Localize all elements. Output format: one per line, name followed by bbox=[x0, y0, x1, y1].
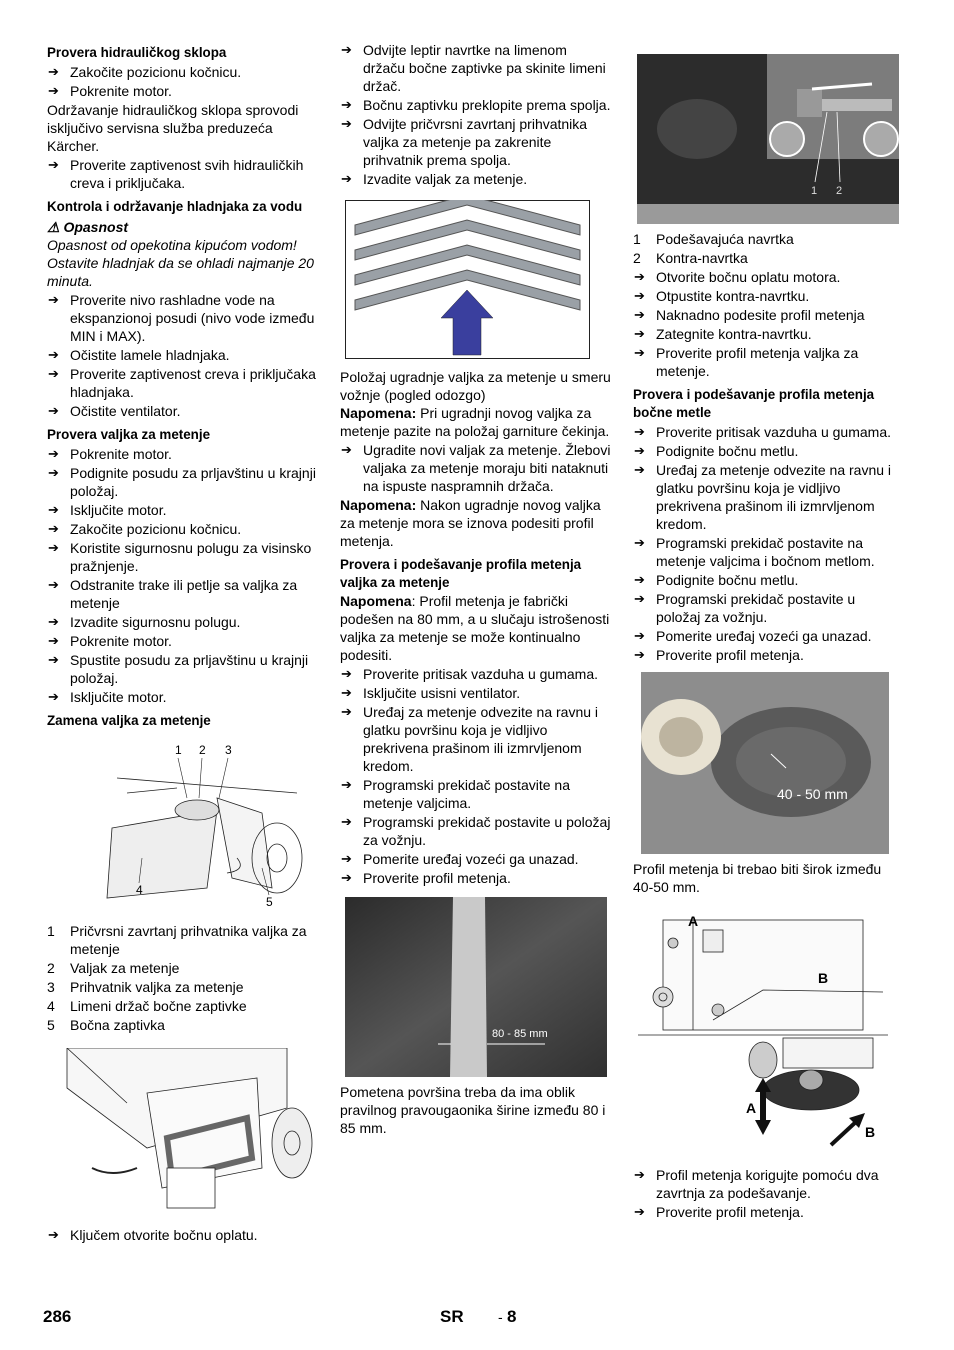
callout-label: A bbox=[688, 913, 699, 929]
section-title: Kontrola i održavanje hladnjaka za vodu bbox=[47, 199, 303, 214]
step: ➔ Zakočite pozicionu kočnicu. bbox=[47, 520, 323, 538]
figure-side-brush-photo bbox=[633, 672, 903, 854]
step: ➔ Otpustite kontra-navrtku. bbox=[633, 287, 903, 305]
step: ➔ Pokrenite motor. bbox=[47, 445, 323, 463]
paragraph: Održavanje hidrauličkog sklopa sprovodi isključivo servisna služba preduzeća Kärcher. bbox=[47, 102, 299, 154]
step: ➔ Bočnu zaptivku preklopite prema spolja. bbox=[340, 96, 612, 114]
language-code: SR bbox=[440, 1307, 464, 1326]
adjusting-nut-photo bbox=[637, 54, 899, 224]
section-title: Provera valjka za metenje bbox=[47, 427, 211, 442]
section-title: Provera i podešavanje profila metenja bočne metle bbox=[633, 387, 875, 420]
note: Napomena: Pri ugradnji novog valjka za metenje pazite na položaj garniture čekinja. bbox=[340, 405, 610, 439]
step: ➔ Programski prekidač postavite u položaj za vožnju. bbox=[633, 590, 903, 626]
callout-label: 3 bbox=[225, 743, 232, 757]
step: ➔ Proverite pritisak vazduha u gumama. bbox=[340, 665, 612, 683]
side-panel-drawing bbox=[47, 1048, 315, 1216]
callout-label: A bbox=[746, 1100, 757, 1116]
step: ➔ Proverite zaptivenost creva i priključaka hladnjaka. bbox=[47, 365, 323, 401]
callout-label: 1 bbox=[811, 185, 818, 197]
section-title: Provera hidrauličkog sklopa bbox=[47, 45, 227, 60]
width-label: 80 - 85 mm bbox=[492, 1028, 548, 1040]
legend-item: 1 Podešavajuća navrtka bbox=[633, 231, 794, 247]
section-title: Zamena valjka za metenje bbox=[47, 713, 211, 728]
step: ➔ Proverite profil metenja valjka za metenje. bbox=[633, 344, 903, 380]
column-2 bbox=[340, 44, 612, 1137]
step: ➔ Uređaj za metenje odvezite na ravnu i glatku površinu koja je vidljivo prekrivena prašinom ili izmrvljenom kredom. bbox=[340, 703, 612, 775]
note: Napomena: Profil metenja je fabrički podešen na 80 mm, a u slučaju istrošenosti valjka za metenje se može kontinualno podesiti. bbox=[340, 593, 610, 663]
step: ➔ Proverite profil metenja. bbox=[633, 1203, 903, 1221]
legend-item: 5 Bočna zaptivka bbox=[47, 1017, 165, 1033]
step: ➔ Spustite posudu za prljavštinu u krajnji položaj. bbox=[47, 651, 323, 687]
legend-item: 2 Valjak za metenje bbox=[47, 960, 180, 976]
legend-item: 2 Kontra-navrtka bbox=[633, 250, 748, 266]
sweep-pattern-photo bbox=[345, 897, 607, 1077]
step: ➔ Programski prekidač postavite na metenje valjcima. bbox=[340, 776, 612, 812]
column-1 bbox=[47, 44, 323, 1245]
side-brush-pattern-photo bbox=[641, 672, 889, 854]
column-3 bbox=[633, 44, 903, 1222]
step: ➔ Programski prekidač postavite na metenje valjcima i bočnom metlom. bbox=[633, 534, 903, 570]
step: ➔ Pokrenite motor. bbox=[47, 632, 323, 650]
step: ➔ Zategnite kontra-navrtku. bbox=[633, 325, 903, 343]
section-title: Provera i podešavanje profila metenja valjka za metenje bbox=[340, 557, 582, 590]
step: ➔ Proverite profil metenja. bbox=[340, 869, 612, 887]
roller-orientation-drawing bbox=[345, 200, 591, 360]
legend-list bbox=[633, 230, 903, 267]
callout-label: 2 bbox=[836, 185, 843, 197]
warning-text: Opasnost od opekotina kipućom vodom! Ostavite hladnjak da se ohladi najmanje 20 minuta. bbox=[47, 237, 314, 289]
step: ➔ Naknadno podesite profil metenja bbox=[633, 306, 903, 324]
note: Napomena: Nakon ugradnje novog valjka za metenje mora se iznova podesiti profil metenja. bbox=[340, 497, 601, 549]
step: ➔ Koristite sigurnosnu polugu za visinsko pražnjenje. bbox=[47, 539, 323, 575]
step: ➔ Podignite bočnu metlu. bbox=[633, 571, 903, 589]
step: ➔ Podignite bočnu metlu. bbox=[633, 442, 903, 460]
warning-icon: ⚠ bbox=[47, 219, 60, 235]
step: ➔ Izvadite sigurnosnu polugu. bbox=[47, 613, 323, 631]
step: ➔ Profil metenja korigujte pomoću dva zavrtnja za podešavanje. bbox=[633, 1166, 903, 1202]
callout-label: 2 bbox=[199, 743, 206, 757]
step: ➔ Ključem otvorite bočnu oplatu. bbox=[47, 1226, 323, 1244]
step: ➔ Pomerite uređaj vozeći ga unazad. bbox=[340, 850, 612, 868]
step: ➔ Očistite ventilator. bbox=[47, 402, 323, 420]
step: ➔ Isključite motor. bbox=[47, 501, 323, 519]
brush-adjustment-drawing bbox=[633, 910, 895, 1160]
step: ➔ Odvijte leptir navrtke na limenom držaču bočne zaptivke pa skinite limeni držač. bbox=[340, 41, 612, 95]
step: ➔ Proverite profil metenja. bbox=[633, 646, 903, 664]
step: ➔ Odstranite trake ili petlje sa valjka za metenje bbox=[47, 576, 323, 612]
legend-list bbox=[47, 922, 323, 1034]
step: ➔ Isključite usisni ventilator. bbox=[340, 684, 612, 702]
figure-roller-orientation bbox=[340, 200, 612, 362]
callout-label: B bbox=[818, 970, 829, 986]
legend-item: 1 Pričvrsni zavrtanj prihvatnika valjka za metenje bbox=[47, 923, 307, 957]
figure-adjusting-nut-photo bbox=[633, 54, 903, 224]
step: ➔ Odvijte pričvrsni zavrtanj prihvatnika valjka za metenje pa zakrenite prihvatnik prema spolja. bbox=[340, 115, 612, 169]
legend-item: 4 Limeni držač bočne zaptivke bbox=[47, 998, 247, 1014]
figure-roller-replacement bbox=[47, 738, 323, 916]
footer-separator: - bbox=[498, 1309, 503, 1325]
step: ➔ Programski prekidač postavite u položaj za vožnju. bbox=[340, 813, 612, 849]
step: ➔ Proverite pritisak vazduha u gumama. bbox=[633, 423, 903, 441]
page-number: 286 bbox=[43, 1307, 72, 1326]
figure-brush-adjustment bbox=[633, 910, 903, 1160]
step: ➔ Ugradite novi valjak za metenje. Žlebovi valjaka za metenje moraju biti nataknuti na ispuste naspramnih držača. bbox=[340, 441, 612, 495]
caption: Profil metenja bi trebao biti širok između 40-50 mm. bbox=[633, 861, 882, 895]
step: ➔ Pomerite uređaj vozeći ga unazad. bbox=[633, 627, 903, 645]
step: ➔ Proverite nivo rashladne vode na ekspanzionoj posudi (nivo vode između MIN i MAX). bbox=[47, 291, 323, 345]
step: ➔ Pokrenite motor. bbox=[47, 82, 323, 100]
warning-label: Opasnost bbox=[63, 219, 129, 235]
sub-page-number: 8 bbox=[507, 1307, 517, 1326]
figure-side-panel bbox=[47, 1048, 323, 1216]
callout-label: 4 bbox=[136, 883, 143, 897]
callout-label: 1 bbox=[175, 743, 182, 757]
step: ➔ Očistite lamele hladnjaka. bbox=[47, 346, 323, 364]
caption: Položaj ugradnje valjka za metenje u smeru vožnje (pogled odozgo) bbox=[340, 369, 611, 403]
step: ➔ Zakočite pozicionu kočnicu. bbox=[47, 63, 323, 81]
step: ➔ Proverite zaptivenost svih hidrauličkih creva i priključaka. bbox=[47, 156, 323, 192]
figure-sweep-pattern-photo bbox=[340, 897, 612, 1077]
roller-assembly-drawing bbox=[47, 738, 323, 916]
warning-heading bbox=[47, 218, 323, 236]
callout-label: B bbox=[865, 1124, 876, 1140]
legend-item: 3 Prihvatnik valjka za metenje bbox=[47, 979, 244, 995]
step: ➔ Otvorite bočnu oplatu motora. bbox=[633, 268, 903, 286]
width-label: 40 - 50 mm bbox=[777, 786, 848, 802]
step: ➔ Uređaj za metenje odvezite na ravnu i glatku površinu koja je vidljivo prekrivena prašinom ili izmrvljenom kredom. bbox=[633, 461, 903, 533]
caption: Pometena površina treba da ima oblik pravilnog pravougaonika širine između 80 i 85 mm. bbox=[340, 1084, 606, 1136]
callout-label: 5 bbox=[266, 895, 273, 909]
step: ➔ Izvadite valjak za metenje. bbox=[340, 170, 612, 188]
step: ➔ Podignite posudu za prljavštinu u krajnji položaj. bbox=[47, 464, 323, 500]
step: ➔ Isključite motor. bbox=[47, 688, 323, 706]
